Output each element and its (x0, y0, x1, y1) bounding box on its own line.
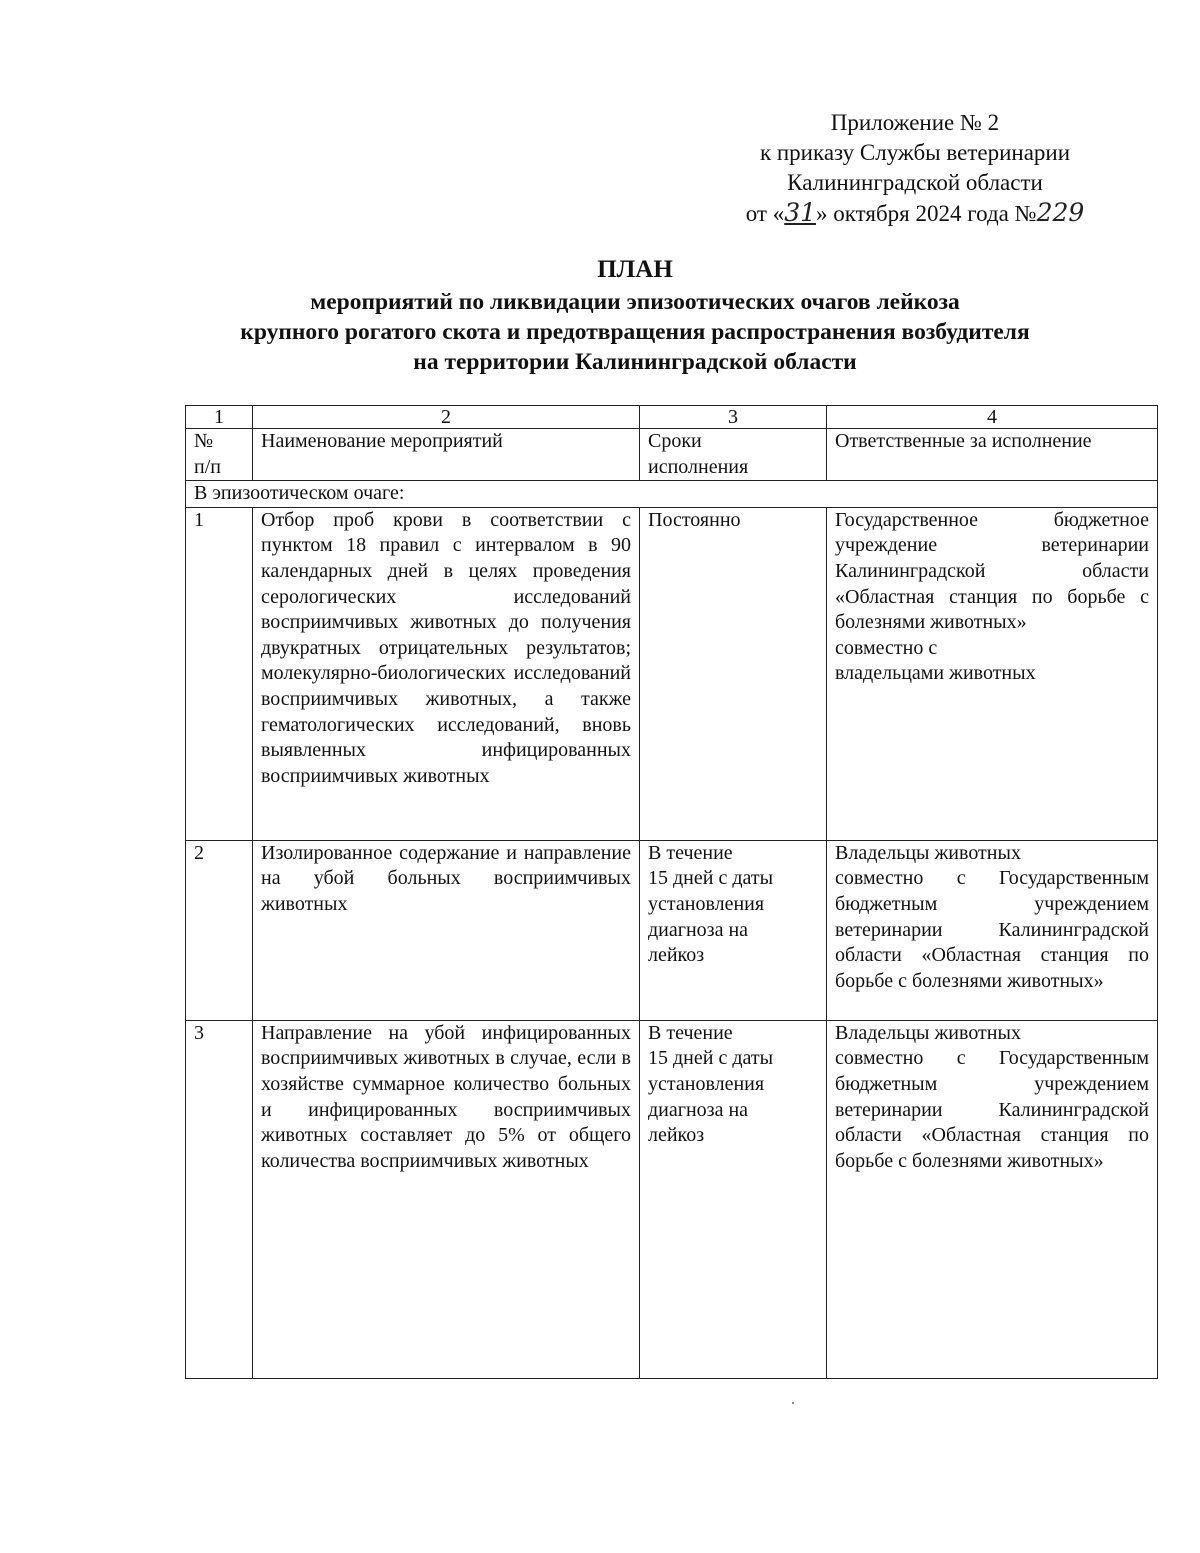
header-terms-line1: Сроки (648, 430, 702, 452)
row-number: 3 (186, 1020, 253, 1378)
table-row (186, 1020, 1158, 1378)
row-terms-line: 15 дней с даты (648, 1047, 774, 1070)
header-num-line2: п/п (194, 455, 221, 478)
appendix-order-ref: к приказу Службы ветеринарии (759, 140, 1071, 165)
row-responsible-main: совместно с Государственным бюджетным учреждением ветеринарии Калининградской области «Областная станция по борьбе с болезнями животных» (835, 867, 1149, 992)
handwritten-day: 31 (784, 198, 817, 227)
appendix-region: Калининградской области (787, 170, 1043, 195)
column-numbers-row (186, 406, 1158, 429)
column-number-3: 3 (640, 406, 827, 429)
date-prefix: от « (745, 201, 785, 226)
section-row (186, 481, 1158, 508)
header-responsible: Ответственные за исполнение (827, 429, 1158, 481)
row-responsible-tail-2: владельцами животных (835, 662, 1036, 685)
row-terms-line: диагноза на (648, 918, 749, 941)
date-middle: » октября 2024 года № (816, 201, 1037, 226)
title-line-3: на территории Калининградской области (413, 349, 857, 375)
appendix-date-line (690, 198, 1140, 229)
row-terms (640, 1020, 827, 1378)
appendix-header (690, 108, 1140, 229)
row-responsible-head: Владельцы животных (835, 841, 1021, 864)
row-responsible-main: Государственное бюджетное учреждение ветеринарии Калининградской области «Областная станция по борьбе с болезнями животных» (835, 508, 1149, 634)
row-terms-line: В течение (648, 841, 733, 864)
title-line-1: мероприятий по ликвидации эпизоотических очагов лейкоза (310, 289, 960, 315)
row-terms-line: диагноза на (648, 1098, 749, 1121)
row-responsible-tail-1: совместно с (835, 636, 938, 659)
scan-speck (792, 1402, 794, 1404)
header-terms (640, 429, 827, 481)
row-terms: Постоянно (640, 507, 827, 840)
row-responsible-main: совместно с Государственным бюджетным учреждением ветеринарии Калининградской области «Областная станция по борьбе с болезнями животных» (835, 1047, 1149, 1172)
title-main: ПЛАН (597, 256, 673, 283)
plan-table (185, 405, 1158, 1379)
row-responsible-head: Владельцы животных (835, 1021, 1021, 1044)
row-terms-line: В течение (648, 1021, 733, 1044)
row-terms-line: лейкоз (648, 944, 705, 967)
handwritten-order-number: 229 (1036, 198, 1085, 227)
header-name: Наименование мероприятий (253, 429, 640, 481)
row-terms-line: 15 дней с даты (648, 867, 774, 890)
header-terms-line2: исполнения (648, 455, 749, 478)
column-number-4: 4 (827, 406, 1158, 429)
row-terms-line: лейкоз (648, 1124, 705, 1147)
row-terms-line: установления (648, 892, 765, 915)
appendix-number: Приложение № 2 (830, 110, 1000, 135)
column-number-1: 1 (186, 406, 253, 429)
row-responsible (827, 507, 1158, 840)
section-title: В эпизоотическом очаге: (186, 481, 1158, 508)
row-responsible (827, 840, 1158, 1020)
row-activity: Направление на убой инфицированных восприимчивых животных в случае, если в хозяйстве суммарное количество больных и инфицированных восприимчивых животных составляет до 5% от общего количества восприимчивых животных (253, 1020, 640, 1378)
row-number: 2 (186, 840, 253, 1020)
document-title (150, 255, 1120, 377)
row-responsible (827, 1020, 1158, 1378)
table-row (186, 507, 1158, 840)
header-num-line1: № (194, 430, 214, 452)
column-number-2: 2 (253, 406, 640, 429)
row-activity: Изолированное содержание и направление на убой больных восприимчивых животных (253, 840, 640, 1020)
row-terms (640, 840, 827, 1020)
header-row (186, 429, 1158, 481)
title-line-2: крупного рогатого скота и предотвращения распространения возбудителя (240, 319, 1030, 345)
row-number: 1 (186, 507, 253, 840)
table-row (186, 840, 1158, 1020)
header-num (186, 429, 253, 481)
row-terms-line: установления (648, 1072, 765, 1095)
row-activity: Отбор проб крови в соответствии с пунктом 18 правил с интервалом в 90 календарных дней в целях проведения серологических исследований восприимчивых животных до получения двукратных отрицательных результатов; молекулярно-биологических исследований восприимчивых животных, а также гематологических исследований, вновь выявленных инфицированных восприимчивых животных (253, 507, 640, 840)
